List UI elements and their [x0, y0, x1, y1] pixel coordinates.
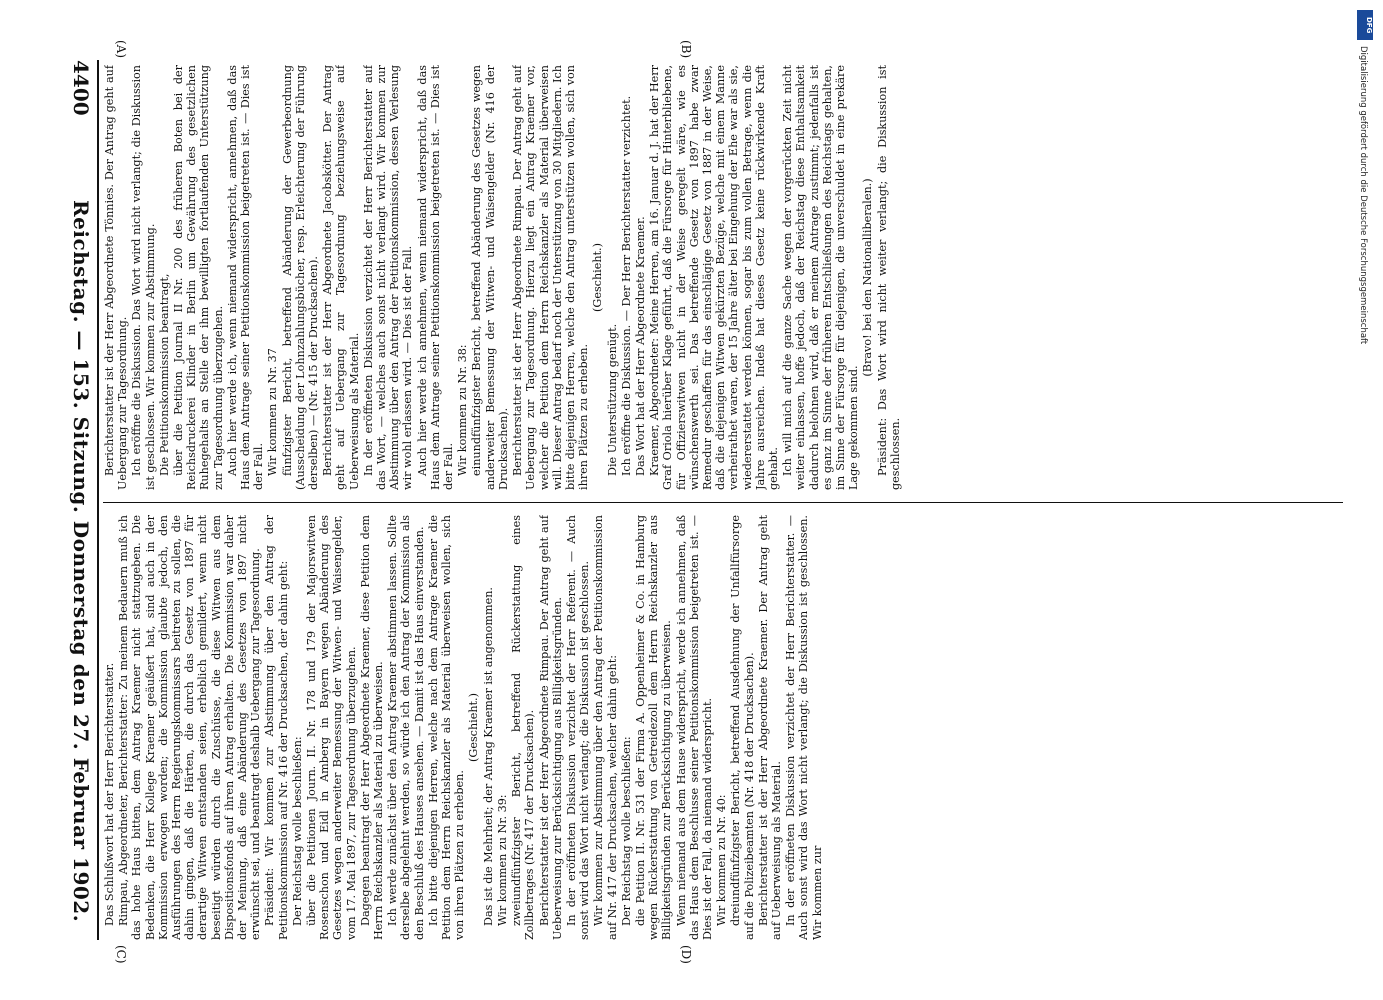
- margin-marker-a: (A): [114, 40, 128, 59]
- paragraph: Das ist die Mehrheit; der Antrag Kraemer ist angenommen.: [481, 587, 495, 926]
- paragraph: Kraemer, Abgeordneter: Meine Herren, am 16. Januar d. J. hat der Herr Graf Oriola hierüber Klage geführt, daß die Fürsorge für Hinterbliebene, für Offizierswitwen nicht in der Weise geregelt wäre, wie es wünschenswerth sei. Das betreffende Gesetz von 1897 habe zwar Remedur geschaffen für das einschlägige Gesetz von 1887 in der Weise, daß die diejenigen Witwen gekürzten Bezüge, welche mit einem Manne verheirathet waren, der 15 Jahre älter bei Eingehung der Ehe war als sie, wiedererstattet werden können, sogar bis zum vollen Betrage, wenn die Jahre ausreichen. Indeß hat dieses Gesetz keine rückwirkende Kraft gehabt.: [648, 65, 780, 490]
- left-column: [103, 65, 1338, 490]
- paragraph: In der eröffneten Diskussion verzichtet der Herr Berichterstatter auf das Wort, — welches auch sonst nicht verlangt wird. Wir kommen zur Abstimmung über den Antrag der Petitionskommission, dessen Verlesung wir wohl erlassen wird. — Dies ist der Fall.: [361, 65, 415, 490]
- paragraph: über die Petition Journal II Nr. 200 des früheren Boten bei der Reichsdruckerei Klinder in Berlin um Gewährung des gesetzlichen Ruhegehalts an Stelle der ihm bewilligten fortlaufenden Unterstützung zur Tagesordnung überzugehen.: [172, 65, 225, 490]
- paragraph: einundfünfzigster Bericht, betreffend Abänderung des Gesetzes wegen anderweiter Bemessung der Witwen- und Waisengelder (Nr. 416 der Drucksachen).: [470, 65, 510, 490]
- paragraph: Berichterstatter ist der Herr Abgeordnete Kraemer. Der Antrag geht auf Ueberweisung als Material.: [756, 515, 783, 940]
- paragraph: Wir kommen zur Abstimmung über den Antrag der Petitionskommission auf Nr. 417 der Drucksachen, welcher dahin geht:: [592, 515, 619, 940]
- dfg-logo: DFG: [1357, 10, 1373, 40]
- paragraph: Berichterstatter ist der Herr Abgeordnete Rimpau. Der Antrag geht auf Uebergang zur Tagesordnung. Hierzu liegt ein Antrag Kraemer vor, welcher die Petition dem Herrn Reichskanzler als Material überweisen will. Dieser Antrag bedarf noch der Unterstützung von 30 Mitgliedern. Ich bitte diejenigen Herren, welche den Antrag unterstützen wollen, sich von ihren Plätzen zu erheben.: [511, 65, 591, 490]
- paragraph: Dagegen beantragt der Herr Abgeordnete Kraemer, diese Petition dem Herrn Reichskanzler als Material zu überweisen.: [358, 515, 386, 940]
- paragraph: (Geschieht.): [591, 243, 605, 312]
- paragraph: Wir kommen zu Nr. 37: [266, 348, 280, 476]
- paragraph: Ich eröffne die Diskussion. — Der Herr Berichterstatter verzichtet.: [619, 95, 633, 476]
- paragraph: die Petition II. Nr. 531 der Firma A. Oppenheimer & Co. in Hamburg wegen Rückerstattung von Getreidezoll dem Herrn Reichskanzler aus Billigkeitsgründen zur Berücksichtigung zu überweisen.: [633, 515, 674, 940]
- margin-marker-d: (D): [679, 945, 693, 964]
- paragraph: Präsident: Das Wort wird nicht weiter verlangt; die Diskussion ist geschlossen.: [875, 65, 902, 490]
- paragraph: In der eröffneten Diskussion verzichtet der Herr Referent. — Auch sonst wird das Wort nicht verlangt; die Diskussion ist geschlossen.: [564, 515, 592, 940]
- paragraph: zweiundfünfzigster Bericht, betreffend Rückerstattung eines Zollbetrages (Nr. 417 der Drucksachen).: [510, 515, 537, 940]
- paragraph: Berichterstatter ist der Herr Abgeordnete Rimpau. Der Antrag geht auf Ueberweisung zur Berücksichtigung aus Billigkeitsgründen.: [537, 515, 564, 940]
- paragraph: In der eröffneten Diskussion verzichtet der Herr Berichterstatter. — Auch sonst wird das Wort nicht verlangt; die Diskussion ist geschlossen. Wir kommen zur: [784, 515, 824, 940]
- paragraph: Wenn niemand aus dem Hause widerspricht, werde ich annehmen, daß das Haus dem Beschlusse seiner Petitionskommission beigetreten ist. — Dies ist der Fall, da niemand widerspricht.: [674, 515, 714, 940]
- paragraph: Ich will mich auf die ganze Sache wegen der vorgerückten Zeit nicht weiter einlassen, hoffe jedoch, daß der Reichstag diese Enthaltsamkeit dadurch belohnen wird, daß er meinem Antrage zustimmt; jedenfalls ist es ganz im Sinne der früheren Entschließungen des Reichstags gehalten, im Sinne der Fürsorge für diejenigen, die unverschuldet in eine prekäre Lage gekommen sind.: [781, 65, 861, 490]
- paragraph: Wir kommen zu Nr. 38:: [456, 344, 470, 476]
- page-number: 4400: [69, 60, 93, 116]
- paragraph: Ich werde zunächst über den Antrag Kraemer abstimmen lassen. Sollte derselbe abgelehnt werden, so würde ich den Antrag der Kommission als den Beschluß des Hauses ansehen. — Damit ist das Haus einverstanden.: [386, 515, 426, 940]
- paragraph: Die Unterstützung genügt.: [605, 323, 619, 476]
- paragraph: Auch hier werde ich, wenn niemand widerspricht, annehmen, daß das Haus dem Antrage seiner Petitionskommission beigetreten ist. — Dies ist der Fall.: [225, 65, 266, 490]
- paragraph: fünfzigster Bericht, betreffend Abänderung der Gewerbeordnung (Ausscheidung der Lohnzahlungsbücher, resp. Erleichterung der Führung derselben) — (Nr. 415 der Drucksachen).: [280, 65, 321, 490]
- paragraph: (Bravo! bei den Nationalliberalen.): [861, 178, 875, 377]
- margin-marker-b: (B): [679, 40, 693, 59]
- paragraph: (Geschieht.): [467, 693, 481, 762]
- paragraph: Berichterstatter ist der Herr Abgeordnete Tönnies. Der Antrag geht auf Uebergang zur Tagesordnung.: [103, 65, 130, 490]
- margin-marker-c: (C): [114, 945, 128, 964]
- paragraph: Wir kommen zu Nr. 39:: [495, 794, 509, 926]
- paragraph: Das Schlußwort hat der Herr Berichterstatter.: [103, 662, 116, 926]
- paragraph: Ich eröffne die Diskussion. Das Wort wird nicht verlangt; die Diskussion ist geschlossen. Wir kommen zur Abstimmung.: [130, 65, 157, 490]
- paragraph: über die Petitionen Journ. II. Nr. 178 und 179 der Majorswitwen Rosenschon und Eidl in Amberg in Bayern wegen Abänderung des Gesetzes wegen anderweiter Bemessung der Witwen- und Waisengelder, vom 17. Mai 1897, zur Tagesordnung überzugehen.: [305, 515, 358, 940]
- paragraph: Der Reichstag wolle beschließen:: [619, 736, 633, 926]
- paragraph: Das Wort hat der Herr Abgeordnete Kraemer.: [633, 216, 647, 476]
- paragraph: Auch hier werde ich annehmen, wenn niemand widerspricht, daß das Haus dem Antrage seiner Petitionskommission beigetreten ist. — Dies ist der Fall.: [415, 65, 456, 490]
- paragraph: dreiundfünfzigster Bericht, betreffend Ausdehnung der Unfallfürsorge auf die Polizeibeamten (Nr. 418 der Drucksachen).: [729, 515, 756, 940]
- dfg-credit: Digitalisierung gefördert durch die Deutsche Forschungsgemeinschaft: [1358, 46, 1368, 345]
- dfg-sidebar: [1357, 10, 1373, 990]
- paragraph: Die Petitionskommission beantragt,: [157, 273, 171, 476]
- page-title: Reichstag. — 153. Sitzung. Donnerstag den 27. Februar 1902.: [69, 200, 93, 923]
- column-divider: [103, 502, 1343, 503]
- paragraph: Wir kommen zu Nr. 40:: [715, 794, 729, 926]
- right-column: [103, 515, 1338, 940]
- paragraph: Präsident: Wir kommen zur Abstimmung über den Antrag der Petitionskommission auf Nr. 416 der Drucksachen, der dahin geht:: [263, 515, 290, 940]
- paragraph: Der Reichstag wolle beschließen:: [290, 736, 304, 926]
- page-header: [53, 60, 93, 960]
- header-rule: [98, 60, 100, 940]
- paragraph: Rimpau, Abgeordneter, Berichterstatter: Zu meinem Bedauern muß ich das hohe Haus bitten, dem Antrag Kraemer nicht stattzugeben. Die Bedenken, die Herr Kollege Kraemer geäußert hat, sind auch in der Kommission erwogen worden; die Kommission glaubte jedoch, den Ausführungen des Herrn Regierungskommissars beitreten zu sollen, die dahin gingen, daß die Härten, die durch das Gesetz von 1897 für derartige Witwen entstanden seien, erheblich gemildert, wenn nicht beseitigt würden durch die Zuschüsse, die diese Witwen aus dem Dispositionsfonds auf ihren Antrag erhalten. Die Kommission war daher der Meinung, daß eine Abänderung des Gesetzes von 1897 nicht erwünscht sei, und beantragt deshalb Uebergang zur Tagesordnung.: [117, 515, 263, 940]
- paragraph: Ich bitte diejenigen Herren, welche nach dem Antrage Kraemer die Petition dem Herrn Reichskanzler als Material überweisen wollen, sich von ihren Plätzen zu erheben.: [426, 515, 467, 940]
- paragraph: Berichterstatter ist der Herr Abgeordnete Jacobskötter. Der Antrag geht auf Uebergang zur Tagesordnung beziehungsweise auf Ueberweisung als Material.: [321, 65, 361, 490]
